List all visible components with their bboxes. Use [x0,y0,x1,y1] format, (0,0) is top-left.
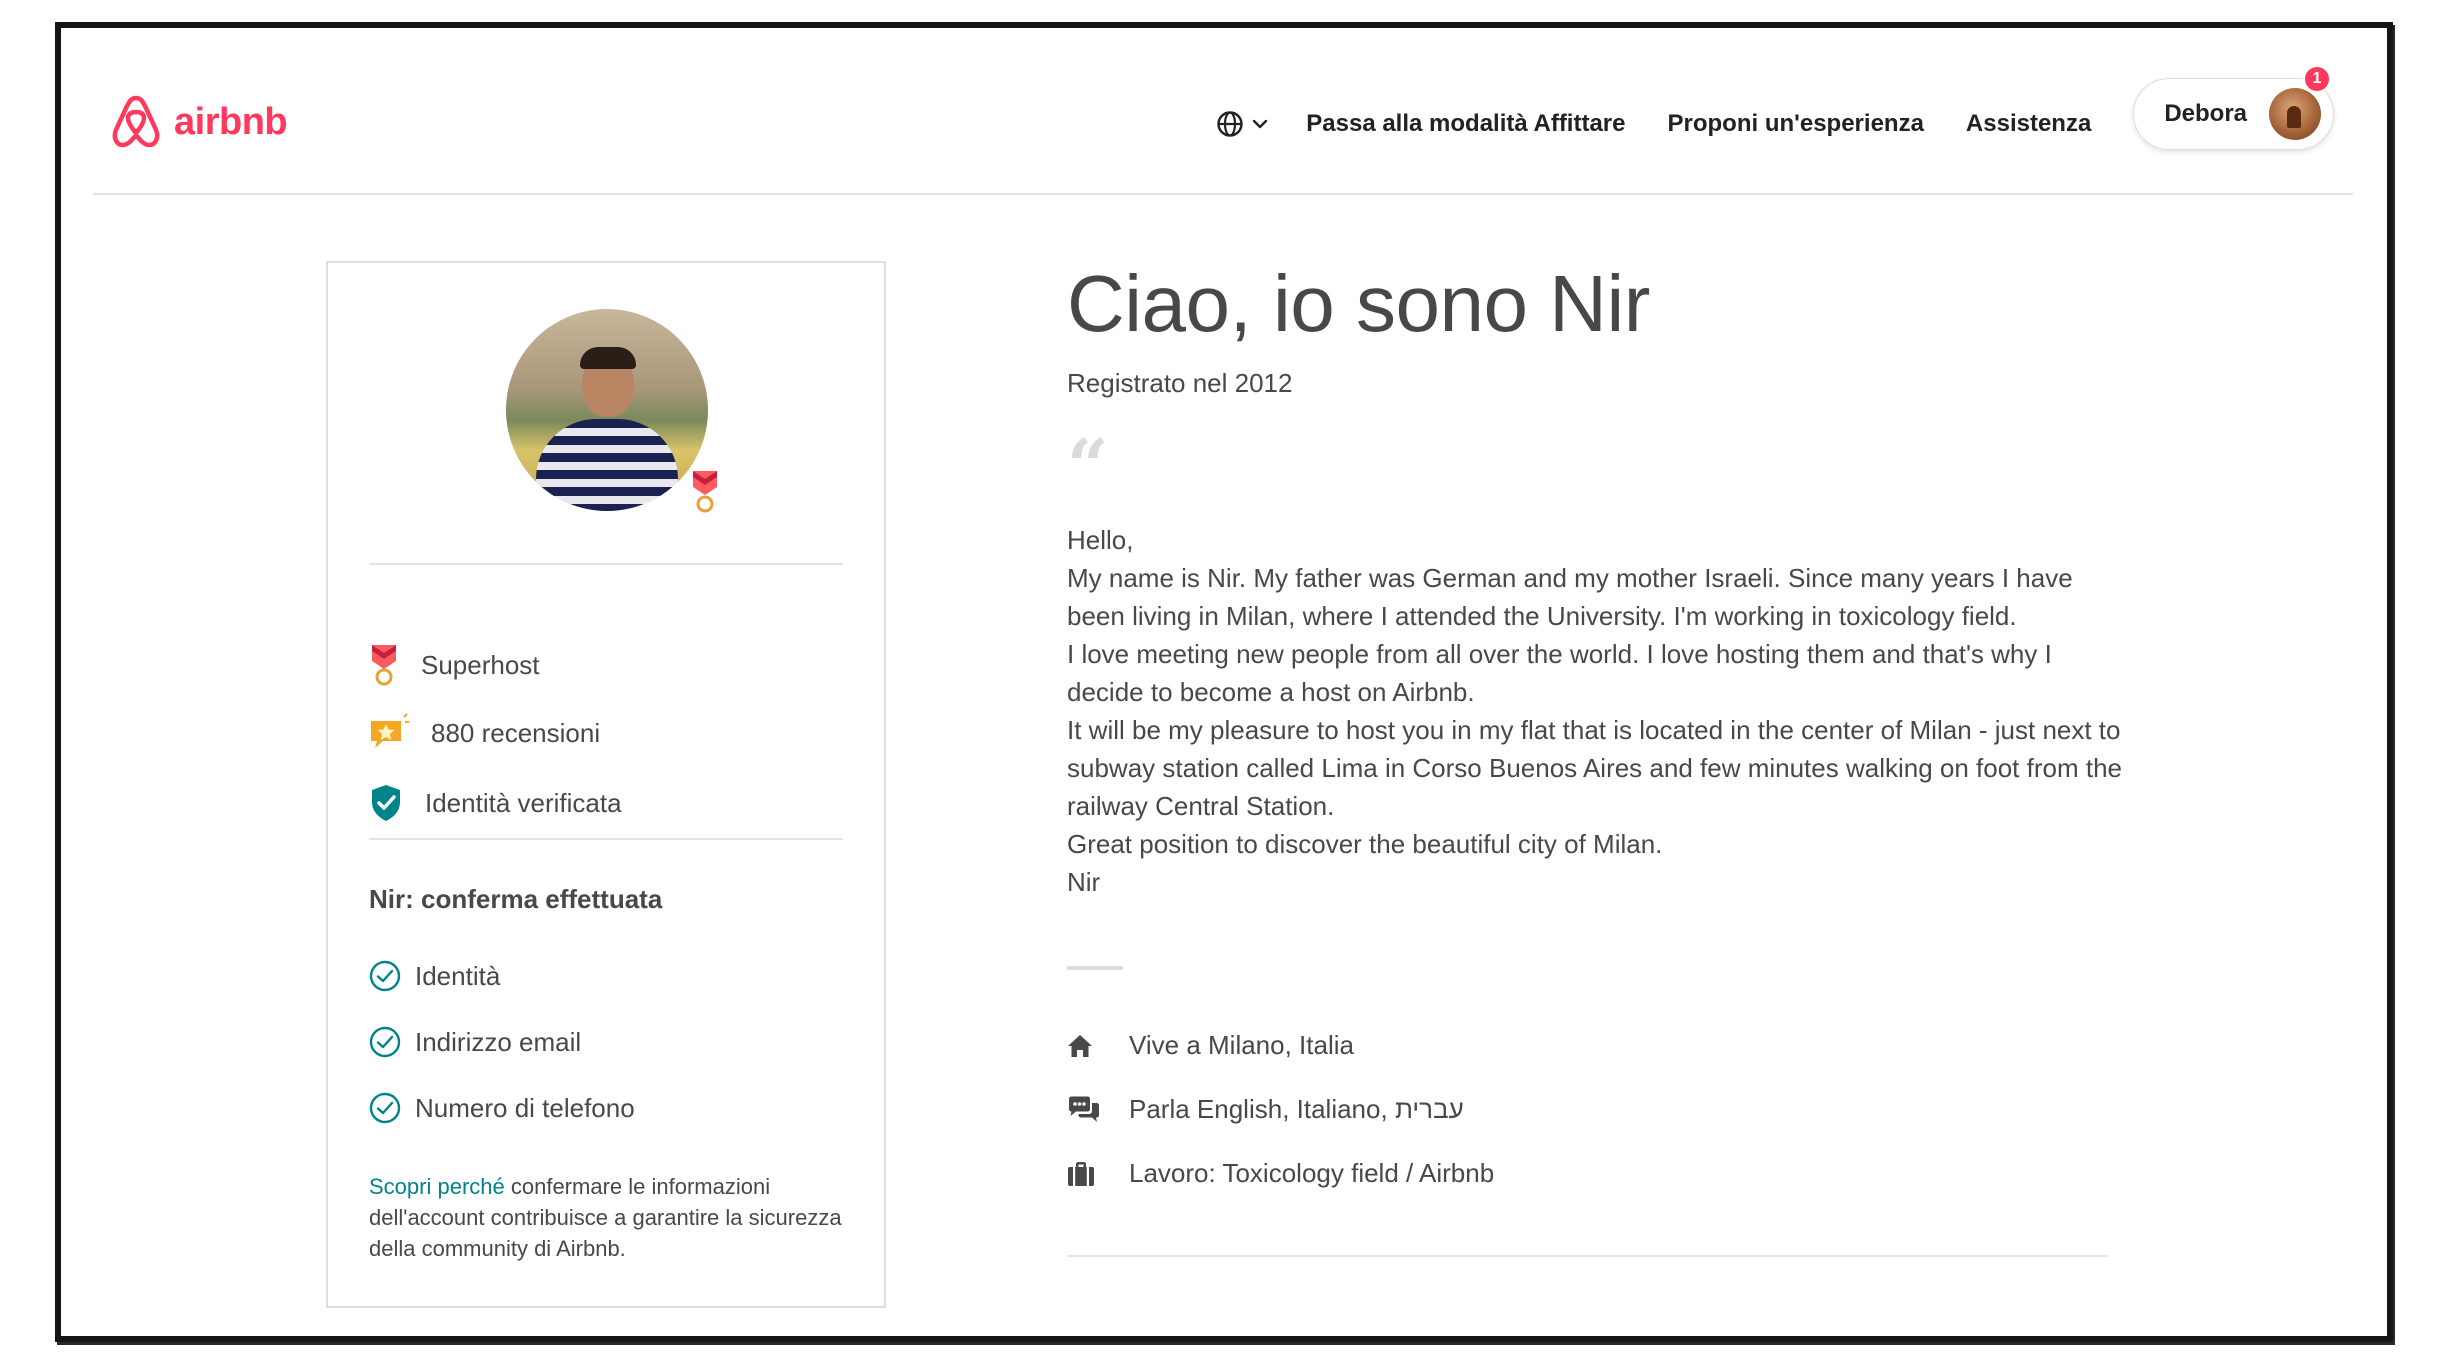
review-star-icon [369,713,409,753]
logo-text: airbnb [174,100,288,143]
stat-label: Superhost [421,649,540,680]
confirmed-item-label: Numero di telefono [415,1092,635,1123]
briefcase-icon [1067,1161,1095,1187]
globe-icon [1216,110,1244,138]
notification-badge: 1 [2303,65,2331,93]
confirmed-email [369,1026,581,1058]
verification-info-text [369,1171,849,1264]
confirmed-identity [369,960,500,992]
card-divider [369,838,843,840]
user-avatar [2269,88,2321,140]
stat-label: Identità verificata [425,787,622,818]
user-name: Debora [2164,100,2247,127]
user-menu-button[interactable] [2133,70,2334,150]
check-circle-icon [369,1026,401,1058]
profile-sidebar-card [326,261,886,1308]
bio-line: It will be my pleasure to host you in my flat that is located in the center of Milan - just next to subway station called Lima in Corso Buenos Aires and few minutes walking on foot from the railway Central Station. [1067,715,2122,821]
detail-work [1067,1158,1494,1189]
speech-bubbles-icon [1067,1095,1101,1125]
superhost-badge-icon [690,469,720,515]
home-icon [1067,1034,1093,1058]
joined-date: Registrato nel 2012 [1067,368,1293,398]
airbnb-belo-icon [110,93,162,151]
detail-text: Lavoro: Toxicology field / Airbnb [1129,1158,1495,1188]
check-circle-icon [369,960,401,992]
confirmed-item-label: Indirizzo email [415,1026,582,1057]
bio-separator [1067,966,1123,970]
host-avatar[interactable] [506,309,708,511]
confirmed-item-label: Identità [415,960,501,991]
airbnb-logo[interactable] [110,93,287,151]
language-selector[interactable] [1216,110,1268,138]
profile-bio [1067,521,2127,901]
bio-line: Hello, [1067,525,1134,555]
verified-shield-icon [369,783,403,823]
detail-text: Parla English, Italiano, עברית [1129,1094,1464,1124]
learn-why-link[interactable]: Scopri perché [369,1174,505,1199]
bio-line: My name is Nir. My father was German and my mother Israeli. Since many years I have been living in Milan, where I attended the University. I'm working in toxicology field. [1067,563,2073,631]
check-circle-icon [369,1092,401,1124]
verification-info-rest: confermare le informazioni dell'account contribuisce a garantire la sicurezza della community di Airbnb. [369,1174,842,1261]
stat-superhost [369,643,540,687]
section-divider [1067,1255,2107,1257]
profile-title: Ciao, io sono Nir [1067,259,1650,348]
card-divider [369,563,843,565]
detail-text: Vive a Milano, Italia [1129,1030,1354,1060]
confirmed-phone [369,1092,635,1124]
bio-line: Great position to discover the beautiful city of Milan. [1067,829,1663,859]
detail-location [1067,1030,1354,1061]
host-experience-link[interactable]: Proponi un'esperienza [1667,110,1924,137]
bio-line: Nir [1067,867,1101,897]
detail-languages [1067,1094,1464,1125]
superhost-medal-icon [369,643,399,687]
stat-reviews[interactable] [369,713,600,753]
switch-to-hosting-link[interactable]: Passa alla modalità Affittare [1306,110,1626,137]
help-link[interactable]: Assistenza [1965,110,2092,137]
confirmed-info-title: Nir: conferma effettuata [369,884,663,914]
header-divider [93,193,2353,195]
quote-icon: “ [1067,423,1109,508]
stat-label: 880 recensioni [431,717,601,748]
chevron-down-icon [1252,118,1268,130]
bio-line: I love meeting new people from all over the world. I love hosting them and that's why I decide to become a host on Airbnb. [1067,639,2052,707]
top-nav [1216,70,2334,150]
stat-identity-verified [369,783,622,823]
